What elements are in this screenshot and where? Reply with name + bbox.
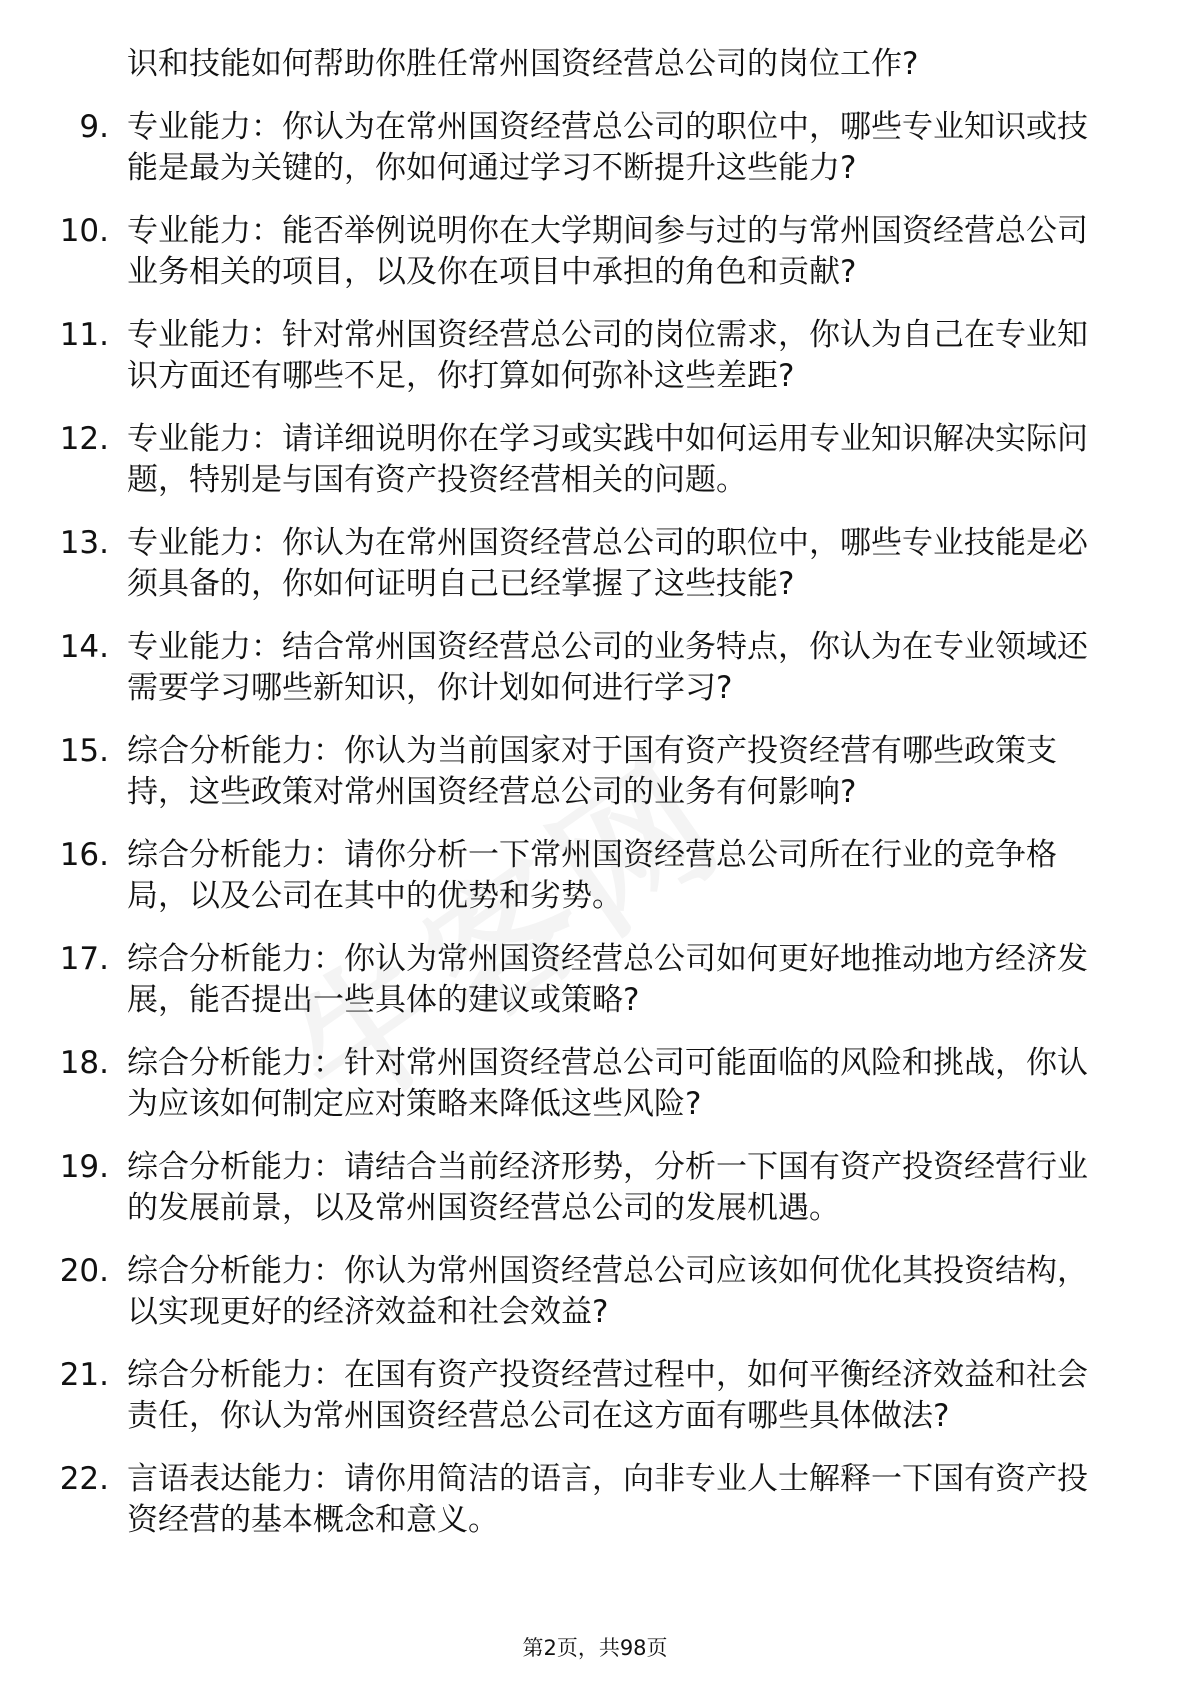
item-number: 19. <box>59 1149 109 1185</box>
item-number: 9. <box>79 109 109 145</box>
list-item <box>59 211 1117 293</box>
list-item <box>59 1459 1117 1541</box>
item-text: 综合分析能力：你认为常州国资经营总公司如何更好地推动地方经济发展，能否提出一些具体的建议或策略? <box>127 941 1088 1018</box>
item-text: 综合分析能力：请结合当前经济形势，分析一下国有资产投资经营行业的发展前景，以及常州国资经营总公司的发展机遇。 <box>127 1149 1088 1226</box>
item-text: 综合分析能力：在国有资产投资经营过程中，如何平衡经济效益和社会责任，你认为常州国资经营总公司在这方面有哪些具体做法? <box>127 1357 1088 1434</box>
list-item <box>59 419 1117 501</box>
list-item <box>79 107 1117 189</box>
item-text: 综合分析能力：请你分析一下常州国资经营总公司所在行业的竞争格局，以及公司在其中的优势和劣势。 <box>127 837 1057 914</box>
item-text: 综合分析能力：针对常州国资经营总公司可能面临的风险和挑战，你认为应该如何制定应对策略来降低这些风险? <box>127 1045 1088 1122</box>
item-text: 专业能力：能否举例说明你在大学期间参与过的与常州国资经营总公司业务相关的项目，以及你在项目中承担的角色和贡献? <box>127 213 1088 290</box>
item-number: 10. <box>59 213 109 249</box>
list-item <box>59 1251 1117 1333</box>
item-number: 20. <box>59 1253 109 1289</box>
item-text: 专业能力：你认为在常州国资经营总公司的职位中，哪些专业技能是必须具备的，你如何证明自己已经掌握了这些技能? <box>127 525 1088 602</box>
question-list <box>0 44 1190 1563</box>
item-number: 17. <box>59 941 109 977</box>
item-number: 21. <box>59 1357 109 1393</box>
continuation-text: 识和技能如何帮助你胜任常州国资经营总公司的岗位工作? <box>127 46 919 82</box>
list-item <box>59 731 1117 813</box>
list-item <box>59 315 1117 397</box>
item-number: 13. <box>59 525 109 561</box>
item-text: 综合分析能力：你认为当前国家对于国有资产投资经营有哪些政策支持，这些政策对常州国资经营总公司的业务有何影响? <box>127 733 1057 810</box>
item-number: 14. <box>59 629 109 665</box>
item-number: 22. <box>59 1461 109 1497</box>
item-text: 言语表达能力：请你用简洁的语言，向非专业人士解释一下国有资产投资经营的基本概念和意义。 <box>127 1461 1088 1538</box>
item-number: 15. <box>59 733 109 769</box>
item-number: 11. <box>59 317 109 353</box>
item-text: 专业能力：结合常州国资经营总公司的业务特点，你认为在专业领域还需要学习哪些新知识，你计划如何进行学习? <box>127 629 1088 706</box>
list-item <box>59 939 1117 1021</box>
item-text: 专业能力：你认为在常州国资经营总公司的职位中，哪些专业知识或技能是最为关键的，你如何通过学习不断提升这些能力? <box>127 109 1088 186</box>
list-item <box>59 1355 1117 1437</box>
item-number: 16. <box>59 837 109 873</box>
item-number: 18. <box>59 1045 109 1081</box>
list-item <box>59 1147 1117 1229</box>
list-item <box>59 835 1117 917</box>
list-item <box>59 1043 1117 1125</box>
item-text: 专业能力：请详细说明你在学习或实践中如何运用专业知识解决实际问题，特别是与国有资产投资经营相关的问题。 <box>127 421 1088 498</box>
item-text: 综合分析能力：你认为常州国资经营总公司应该如何优化其投资结构，以实现更好的经济效益和社会效益? <box>127 1253 1088 1330</box>
item-text: 专业能力：针对常州国资经营总公司的岗位需求，你认为自己在专业知识方面还有哪些不足，你打算如何弥补这些差距? <box>127 317 1088 394</box>
page-footer: 第2页，共98页 <box>522 1636 668 1660</box>
list-item <box>59 523 1117 605</box>
list-item <box>59 627 1117 709</box>
item-number: 12. <box>59 421 109 457</box>
